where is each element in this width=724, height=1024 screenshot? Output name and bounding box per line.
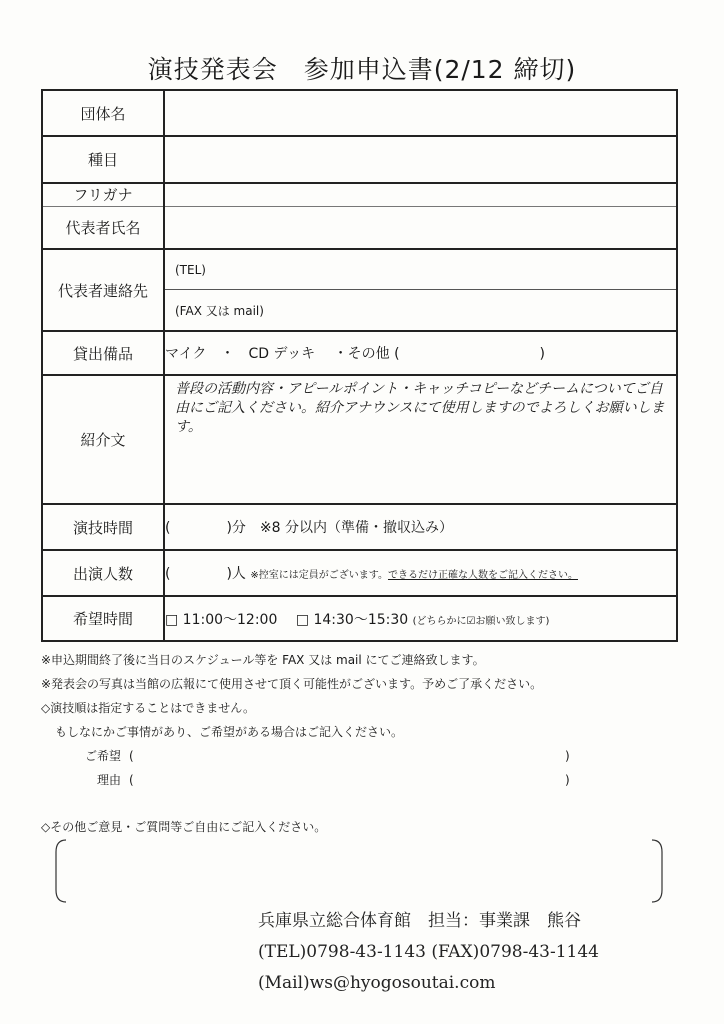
row-intro xyxy=(42,375,677,504)
fax-hint: (FAX 又は mail) xyxy=(175,303,264,318)
note-photos: ※発表会の写真は当館の広報にて使用させて頂く可能性がございます。予めご了承ください。 xyxy=(41,677,543,691)
rep-name-field[interactable] xyxy=(164,206,677,249)
wish-open-bracket: ( xyxy=(129,749,134,763)
right-bracket xyxy=(652,840,662,902)
reason-row xyxy=(41,768,681,792)
tel-field[interactable] xyxy=(165,250,676,290)
reason-open-bracket: ( xyxy=(129,773,134,787)
tel-hint: (TEL) xyxy=(175,262,206,277)
note-schedule: ※申込期間終了後に当日のスケジュール等を FAX 又は mail にてご連絡致します。 xyxy=(41,653,485,667)
contact-label: 代表者連絡先 xyxy=(42,249,164,331)
reason-field[interactable] xyxy=(149,768,565,792)
intro-hint: 普段の活動内容・アピールポイント・キャッチコピーなどチームについてご自由にご記入ください。紹介アナウンスにて使用しますのでよろしくお願いします。 xyxy=(175,381,665,435)
footer-phone-fax: (TEL)0798-43-1143 (FAX)0798-43-1144 xyxy=(258,942,599,962)
people-note-a: ※控室には定員がございます。 xyxy=(250,570,388,581)
row-group-name xyxy=(42,90,677,136)
row-time xyxy=(42,504,677,550)
note-order: ◇演技順は指定することはできません。 xyxy=(41,701,255,715)
intro-field[interactable] xyxy=(164,375,677,504)
slot-options[interactable]: □ 11:00〜12:00 □ 14:30〜15:30 xyxy=(165,611,409,628)
people-note-b: できるだけ正確な人数をご記入ください。 xyxy=(387,570,578,581)
comments-box[interactable] xyxy=(54,838,664,904)
contact-footer xyxy=(258,906,599,999)
footer-mail[interactable]: (Mail)ws@hyogosoutai.com xyxy=(258,973,496,993)
time-field[interactable]: ( )分 ※8 分以内（準備・撤収込み） xyxy=(164,504,677,550)
slot-label: 希望時間 xyxy=(42,596,164,641)
page-title: 演技発表会 参加申込書(2/12 締切) xyxy=(147,55,577,84)
row-slot xyxy=(42,596,677,641)
wish-label: ご希望 xyxy=(84,749,121,763)
row-category xyxy=(42,136,677,183)
people-label: 出演人数 xyxy=(42,550,164,596)
category-label: 種目 xyxy=(42,136,164,183)
left-bracket xyxy=(56,840,66,902)
intro-label: 紹介文 xyxy=(42,375,164,504)
application-form xyxy=(41,89,678,642)
reason-close-bracket: ) xyxy=(565,773,570,787)
furigana-field[interactable] xyxy=(164,183,677,206)
people-field[interactable] xyxy=(164,550,677,596)
footer-organization: 兵庫県立総合体育館 担当：事業課 熊谷 xyxy=(258,911,581,931)
fax-mail-field[interactable] xyxy=(165,290,676,330)
group-name-field[interactable] xyxy=(164,90,677,136)
furigana-label: フリガナ xyxy=(42,183,164,206)
equipment-label: 貸出備品 xyxy=(42,331,164,375)
time-label: 演技時間 xyxy=(42,504,164,550)
people-text: ( )人 xyxy=(165,566,246,582)
row-rep-name xyxy=(42,206,677,249)
slot-note: (どちらかに☑お願い致します) xyxy=(412,615,550,627)
slot-field[interactable] xyxy=(164,596,677,641)
note-request: もしなにかご事情があり、ご希望がある場合はご記入ください。 xyxy=(55,725,404,739)
row-contact xyxy=(42,249,677,331)
category-field[interactable] xyxy=(164,136,677,183)
row-people xyxy=(42,550,677,596)
wish-close-bracket: ) xyxy=(565,749,570,763)
row-equipment xyxy=(42,331,677,375)
wish-row xyxy=(41,744,681,768)
row-furigana xyxy=(42,183,677,206)
notes-section xyxy=(41,648,681,792)
equipment-options[interactable]: マイク ・ CD デッキ ・その他 ( ) xyxy=(164,331,677,375)
contact-cell xyxy=(164,249,677,331)
reason-label: 理由 xyxy=(96,773,121,787)
other-comments-heading: ◇その他ご意見・ご質問等ご自由にご記入ください。 xyxy=(41,820,327,834)
wish-field[interactable] xyxy=(149,744,565,768)
rep-name-label: 代表者氏名 xyxy=(42,206,164,249)
group-name-label: 団体名 xyxy=(42,90,164,136)
